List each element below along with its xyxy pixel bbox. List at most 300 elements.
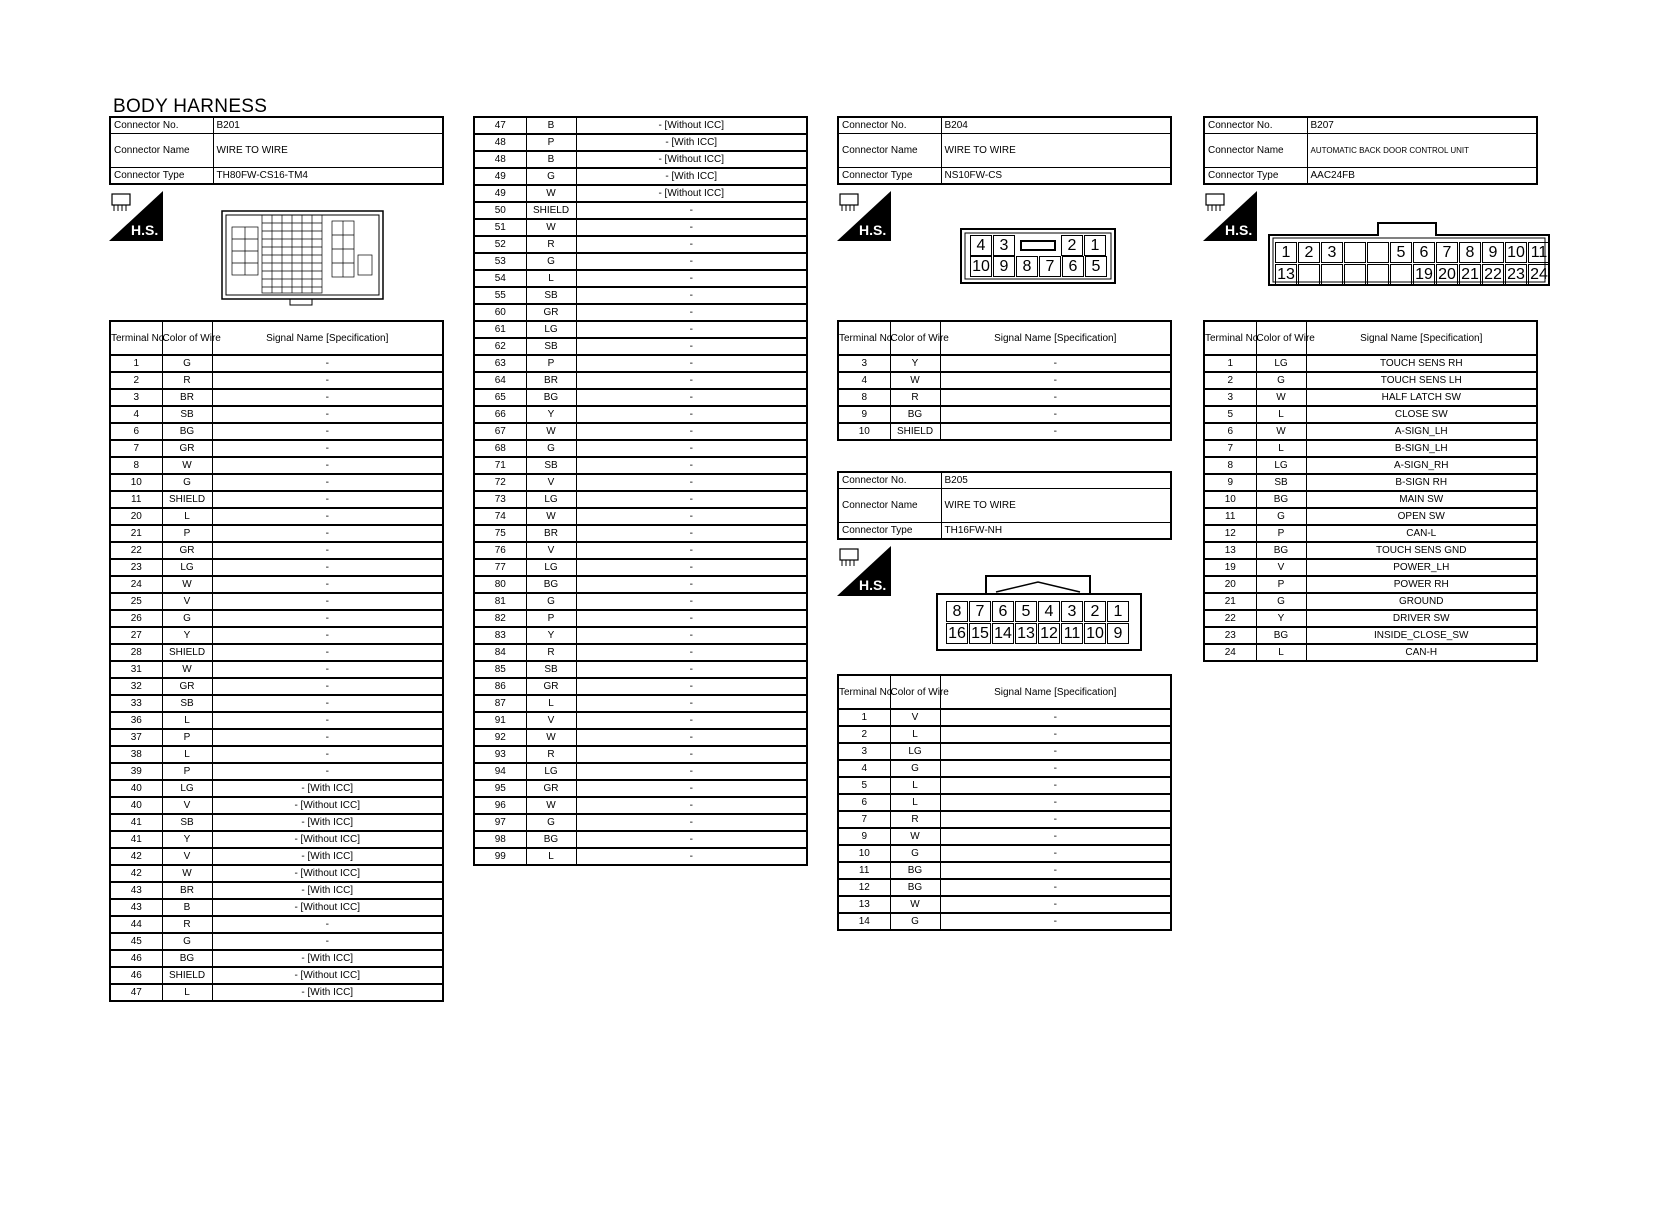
terminal-no-cell: 23 [110, 559, 162, 576]
wire-color-cell: L [890, 777, 940, 794]
terminal-no-cell: 92 [474, 729, 526, 746]
signal-name-cell: - [940, 879, 1171, 896]
signal-name-cell: - [576, 372, 807, 389]
signal-name-cell: - [940, 760, 1171, 777]
table-row [110, 865, 443, 882]
terminal-no-cell: 2 [838, 726, 890, 743]
table-row [838, 862, 1171, 879]
wire-color-cell: W [890, 828, 940, 845]
terminal-no-cell: 20 [1204, 576, 1256, 593]
signal-name-cell: - [940, 862, 1171, 879]
wire-color-cell: L [890, 794, 940, 811]
wire-color-cell: SB [1256, 474, 1306, 491]
pin: 1 [1275, 242, 1297, 263]
signal-name-cell: - [576, 644, 807, 661]
table-row [110, 712, 443, 729]
signal-name-cell: TOUCH SENS LH [1306, 372, 1537, 389]
wire-color-cell: G [162, 474, 212, 491]
harness-side-icon [837, 546, 891, 596]
pin [1367, 264, 1389, 285]
connector-no-label: Connector No. [110, 117, 213, 133]
terminal-no-cell: 60 [474, 304, 526, 321]
terminal-no-header: Terminal No. [1204, 321, 1256, 355]
table-row [474, 406, 807, 423]
wire-color-cell: GR [162, 678, 212, 695]
table-row [1204, 406, 1537, 423]
signal-name-cell: - [212, 695, 443, 712]
table-row [474, 253, 807, 270]
signal-name-cell: - [576, 508, 807, 525]
terminal-no-cell: 5 [1204, 406, 1256, 423]
table-row [838, 389, 1171, 406]
signal-name-cell: - [Without ICC] [212, 865, 443, 882]
wire-color-cell: G [890, 760, 940, 777]
signal-name-cell: - [With ICC] [212, 814, 443, 831]
wire-color-cell: LG [526, 763, 576, 780]
table-row [110, 746, 443, 763]
signal-name-cell: - [576, 423, 807, 440]
table-row [838, 811, 1171, 828]
signal-name-cell: - [212, 712, 443, 729]
terminal-no-cell: 54 [474, 270, 526, 287]
wire-color-cell: BR [526, 372, 576, 389]
terminal-no-cell: 71 [474, 457, 526, 474]
pin: 10 [1505, 242, 1527, 263]
terminal-no-header: Terminal No. [110, 321, 162, 355]
terminal-no-cell: 28 [110, 644, 162, 661]
signal-name-cell: - [212, 678, 443, 695]
connector-name-value: WIRE TO WIRE [941, 133, 1171, 167]
table-row [838, 913, 1171, 930]
table-row [110, 678, 443, 695]
wire-color-cell: L [1256, 406, 1306, 423]
connector-type-value: TH16FW-NH [941, 522, 1171, 539]
wire-color-cell: R [526, 644, 576, 661]
wire-color-cell: G [162, 355, 212, 372]
terminal-no-cell: 38 [110, 746, 162, 763]
wire-color-cell: LG [526, 491, 576, 508]
table-row [1204, 491, 1537, 508]
connector-type-value: AAC24FB [1307, 167, 1537, 184]
signal-name-cell: TOUCH SENS GND [1306, 542, 1537, 559]
terminal-no-cell: 61 [474, 321, 526, 338]
signal-name-cell: - [212, 508, 443, 525]
wire-color-cell: V [162, 593, 212, 610]
wire-color-cell: G [526, 440, 576, 457]
table-row [474, 457, 807, 474]
terminal-no-cell: 6 [1204, 423, 1256, 440]
signal-name-cell: - [212, 593, 443, 610]
signal-name-cell: - [576, 406, 807, 423]
pin: 11 [1528, 242, 1550, 263]
wire-color-cell: BG [890, 862, 940, 879]
connector-name-value: AUTOMATIC BACK DOOR CONTROL UNIT [1307, 133, 1537, 167]
wire-color-cell: B [162, 899, 212, 916]
terminal-no-cell: 32 [110, 678, 162, 695]
table-row [474, 389, 807, 406]
table-row [110, 882, 443, 899]
signal-name-cell: HALF LATCH SW [1306, 389, 1537, 406]
signal-name-cell: POWER RH [1306, 576, 1537, 593]
signal-name-cell: CAN-H [1306, 644, 1537, 661]
table-row [110, 372, 443, 389]
signal-name-cell: - [With ICC] [576, 168, 807, 185]
wire-color-cell: P [526, 610, 576, 627]
wire-color-cell: W [526, 219, 576, 236]
terminal-no-cell: 42 [110, 848, 162, 865]
wire-color-cell: BG [1256, 491, 1306, 508]
wire-color-cell: BG [890, 406, 940, 423]
terminal-no-cell: 22 [110, 542, 162, 559]
signal-name-cell: DRIVER SW [1306, 610, 1537, 627]
table-row [110, 848, 443, 865]
terminal-no-cell: 5 [838, 777, 890, 794]
signal-name-cell: - [940, 406, 1171, 423]
signal-name-cell: - [212, 355, 443, 372]
terminal-no-cell: 37 [110, 729, 162, 746]
terminal-no-cell: 24 [1204, 644, 1256, 661]
wire-color-cell: W [1256, 389, 1306, 406]
connector-name-value: WIRE TO WIRE [213, 133, 443, 167]
table-row [474, 814, 807, 831]
wire-color-cell: L [526, 270, 576, 287]
pin: 3 [1061, 601, 1083, 622]
terminal-no-cell: 53 [474, 253, 526, 270]
connector-no-value: B207 [1307, 117, 1537, 133]
pin-row-top-b204 [970, 235, 1107, 256]
terminal-no-cell: 6 [838, 794, 890, 811]
connector-name-value: WIRE TO WIRE [941, 488, 1171, 522]
wire-color-cell: SB [162, 814, 212, 831]
table-row [110, 950, 443, 967]
terminal-no-cell: 80 [474, 576, 526, 593]
wire-color-cell: W [1256, 423, 1306, 440]
signal-name-cell: - [576, 236, 807, 253]
pin [1390, 264, 1412, 285]
wire-color-cell: SHIELD [162, 491, 212, 508]
pin [1367, 242, 1389, 263]
signal-name-cell: - [212, 491, 443, 508]
signal-name-cell: - [Without ICC] [212, 797, 443, 814]
pin: 9 [1482, 242, 1504, 263]
signal-name-cell: GROUND [1306, 593, 1537, 610]
connector-name-label: Connector Name [838, 488, 941, 522]
terminal-no-cell: 33 [110, 695, 162, 712]
terminal-no-cell: 40 [110, 797, 162, 814]
table-row [1204, 559, 1537, 576]
table-row [838, 726, 1171, 743]
table-row [110, 780, 443, 797]
signal-name-cell: - [576, 814, 807, 831]
wire-color-cell: Y [526, 627, 576, 644]
terminal-no-cell: 95 [474, 780, 526, 797]
pin: 2 [1298, 242, 1320, 263]
signal-name-cell: A-SIGN_LH [1306, 423, 1537, 440]
table-row [474, 321, 807, 338]
pin: 2 [1084, 601, 1106, 622]
signal-name-cell: B-SIGN RH [1306, 474, 1537, 491]
terminal-no-cell: 14 [838, 913, 890, 930]
color-header: Color of Wire [890, 675, 940, 709]
terminal-no-cell: 40 [110, 780, 162, 797]
table-row [1204, 576, 1537, 593]
table-row [1204, 610, 1537, 627]
terminal-no-cell: 13 [1204, 542, 1256, 559]
table-row [474, 831, 807, 848]
signal-name-cell: INSIDE_CLOSE_SW [1306, 627, 1537, 644]
table-row [110, 389, 443, 406]
table-row [838, 828, 1171, 845]
pin: 2 [1061, 235, 1083, 256]
signal-name-cell: POWER_LH [1306, 559, 1537, 576]
signal-name-cell: - [576, 338, 807, 355]
signal-name-cell: - [With ICC] [212, 950, 443, 967]
wire-color-cell: R [526, 236, 576, 253]
terminal-no-cell: 4 [838, 760, 890, 777]
terminal-no-cell: 3 [838, 743, 890, 760]
connector-type-label: Connector Type [110, 167, 213, 184]
table-row [110, 695, 443, 712]
terminal-no-cell: 10 [1204, 491, 1256, 508]
table-row [838, 709, 1171, 726]
connector-info-b207 [1203, 116, 1538, 185]
terminal-no-cell: 51 [474, 219, 526, 236]
pin-row-bottom-b204 [970, 256, 1108, 277]
wire-color-cell: L [526, 848, 576, 865]
pin-row-bottom-b207 [1275, 264, 1551, 285]
signal-name-cell: - [576, 746, 807, 763]
signal-name-cell: - [576, 678, 807, 695]
terminal-no-cell: 81 [474, 593, 526, 610]
table-row [838, 355, 1171, 372]
terminal-no-cell: 13 [838, 896, 890, 913]
table-row [474, 729, 807, 746]
table-row [1204, 542, 1537, 559]
wire-color-cell: LG [162, 780, 212, 797]
signal-name-cell: - [212, 729, 443, 746]
pin: 8 [1016, 256, 1038, 277]
wire-color-cell: GR [162, 542, 212, 559]
table-row [110, 627, 443, 644]
harness-side-icon [837, 191, 891, 241]
wire-color-cell: P [526, 355, 576, 372]
pin: 12 [1038, 623, 1060, 644]
signal-name-cell: - [940, 389, 1171, 406]
terminal-no-cell: 12 [1204, 525, 1256, 542]
signal-name-cell: - [212, 644, 443, 661]
terminal-no-cell: 36 [110, 712, 162, 729]
signal-name-cell: - [With ICC] [212, 882, 443, 899]
connector-type-label: Connector Type [838, 167, 941, 184]
signal-name-cell: - [940, 777, 1171, 794]
terminal-no-cell: 1 [1204, 355, 1256, 372]
signal-name-cell: - [576, 474, 807, 491]
wire-color-cell: P [162, 729, 212, 746]
pin: 10 [1084, 623, 1106, 644]
wire-color-cell: W [162, 457, 212, 474]
table-row [110, 508, 443, 525]
table-row [110, 423, 443, 440]
wire-color-cell: W [162, 576, 212, 593]
table-row [474, 593, 807, 610]
table-row [110, 729, 443, 746]
terminal-no-cell: 84 [474, 644, 526, 661]
signal-name-cell: - [212, 372, 443, 389]
wire-color-cell: G [526, 253, 576, 270]
terminal-table-b201-part2 [473, 116, 808, 866]
terminal-no-cell: 21 [1204, 593, 1256, 610]
signal-name-cell: - [576, 763, 807, 780]
connector-name-label: Connector Name [838, 133, 941, 167]
terminal-no-cell: 64 [474, 372, 526, 389]
pin: 3 [993, 235, 1015, 256]
wire-color-cell: W [890, 372, 940, 389]
signal-name-cell: TOUCH SENS RH [1306, 355, 1537, 372]
wire-color-cell: P [162, 525, 212, 542]
signal-name-cell: - [576, 525, 807, 542]
wire-color-cell: L [162, 984, 212, 1001]
table-row [474, 610, 807, 627]
terminal-no-cell: 25 [110, 593, 162, 610]
signal-name-cell: - [212, 542, 443, 559]
connector-name-label: Connector Name [110, 133, 213, 167]
wire-color-cell: W [162, 865, 212, 882]
table-row [474, 746, 807, 763]
table-row [474, 219, 807, 236]
terminal-no-header: Terminal No. [838, 675, 890, 709]
connector-name-label: Connector Name [1204, 133, 1307, 167]
table-row [474, 134, 807, 151]
terminal-no-cell: 23 [1204, 627, 1256, 644]
signal-name-cell: - [576, 491, 807, 508]
terminal-no-cell: 87 [474, 695, 526, 712]
table-row [1204, 593, 1537, 610]
terminal-no-cell: 74 [474, 508, 526, 525]
pin [1321, 264, 1343, 285]
signal-name-cell: - [940, 913, 1171, 930]
wire-color-cell: LG [162, 559, 212, 576]
wire-color-cell: B [526, 117, 576, 134]
terminal-no-cell: 97 [474, 814, 526, 831]
table-row [474, 338, 807, 355]
color-header: Color of Wire [162, 321, 212, 355]
hs-label: H.S. [859, 222, 887, 238]
table-row [110, 661, 443, 678]
pin: 5 [1085, 256, 1107, 277]
signal-name-cell: - [576, 202, 807, 219]
signal-name-cell: - [Without ICC] [576, 117, 807, 134]
terminal-no-cell: 73 [474, 491, 526, 508]
wire-color-cell: G [1256, 593, 1306, 610]
signal-name-cell: - [212, 423, 443, 440]
wire-color-cell: G [526, 814, 576, 831]
table-row [1204, 355, 1537, 372]
table-row [474, 474, 807, 491]
wire-color-cell: G [1256, 372, 1306, 389]
signal-name-cell: - [940, 726, 1171, 743]
signal-name-cell: - [576, 219, 807, 236]
signal-name-cell: - [With ICC] [212, 848, 443, 865]
connector-info-b205 [837, 471, 1172, 540]
table-row [1204, 457, 1537, 474]
signal-name-cell: - [Without ICC] [212, 899, 443, 916]
signal-name-cell: - [Without ICC] [212, 831, 443, 848]
terminal-no-cell: 67 [474, 423, 526, 440]
table-row [474, 355, 807, 372]
table-row [110, 355, 443, 372]
terminal-no-cell: 76 [474, 542, 526, 559]
table-row [474, 151, 807, 168]
connector-no-label: Connector No. [838, 117, 941, 133]
table-row [1204, 627, 1537, 644]
wire-color-cell: BG [162, 950, 212, 967]
signal-name-cell: - [212, 559, 443, 576]
signal-name-cell: A-SIGN_RH [1306, 457, 1537, 474]
table-row [474, 712, 807, 729]
terminal-no-cell: 72 [474, 474, 526, 491]
terminal-no-cell: 65 [474, 389, 526, 406]
signal-name-cell: - [576, 695, 807, 712]
table-row [474, 287, 807, 304]
signal-header: Signal Name [Specification] [940, 321, 1171, 355]
pin: 7 [969, 601, 991, 622]
terminal-no-cell: 43 [110, 899, 162, 916]
signal-name-cell: - [576, 729, 807, 746]
signal-name-cell: - [Without ICC] [212, 967, 443, 984]
terminal-no-cell: 27 [110, 627, 162, 644]
signal-name-cell: - [576, 610, 807, 627]
terminal-no-cell: 9 [838, 828, 890, 845]
table-row [838, 423, 1171, 440]
pin: 9 [993, 256, 1015, 277]
wire-color-cell: SB [526, 661, 576, 678]
wire-color-cell: GR [526, 304, 576, 321]
table-row [838, 896, 1171, 913]
wire-color-cell: V [162, 797, 212, 814]
wire-color-cell: P [1256, 525, 1306, 542]
wire-color-cell: Y [162, 627, 212, 644]
table-row [474, 168, 807, 185]
table-row [110, 559, 443, 576]
wire-color-cell: G [526, 593, 576, 610]
terminal-no-cell: 11 [838, 862, 890, 879]
terminal-no-cell: 11 [1204, 508, 1256, 525]
signal-name-cell: - [940, 794, 1171, 811]
pin: 8 [946, 601, 968, 622]
signal-name-cell: - [Without ICC] [576, 151, 807, 168]
table-row [474, 695, 807, 712]
terminal-table-b201-part1 [109, 320, 444, 1002]
pin: 1 [1107, 601, 1129, 622]
wire-color-cell: L [1256, 440, 1306, 457]
table-row [110, 899, 443, 916]
terminal-no-cell: 99 [474, 848, 526, 865]
signal-name-cell: - [212, 763, 443, 780]
signal-name-cell: CAN-L [1306, 525, 1537, 542]
terminal-no-cell: 8 [1204, 457, 1256, 474]
table-row [110, 457, 443, 474]
signal-name-cell: - [576, 627, 807, 644]
table-row [1204, 508, 1537, 525]
pin-row-bottom-b205 [946, 623, 1130, 644]
terminal-no-cell: 1 [110, 355, 162, 372]
signal-header: Signal Name [Specification] [212, 321, 443, 355]
terminal-no-cell: 9 [838, 406, 890, 423]
terminal-no-cell: 98 [474, 831, 526, 848]
signal-name-cell: - [576, 780, 807, 797]
wire-color-cell: BG [162, 423, 212, 440]
signal-name-cell: - [576, 321, 807, 338]
